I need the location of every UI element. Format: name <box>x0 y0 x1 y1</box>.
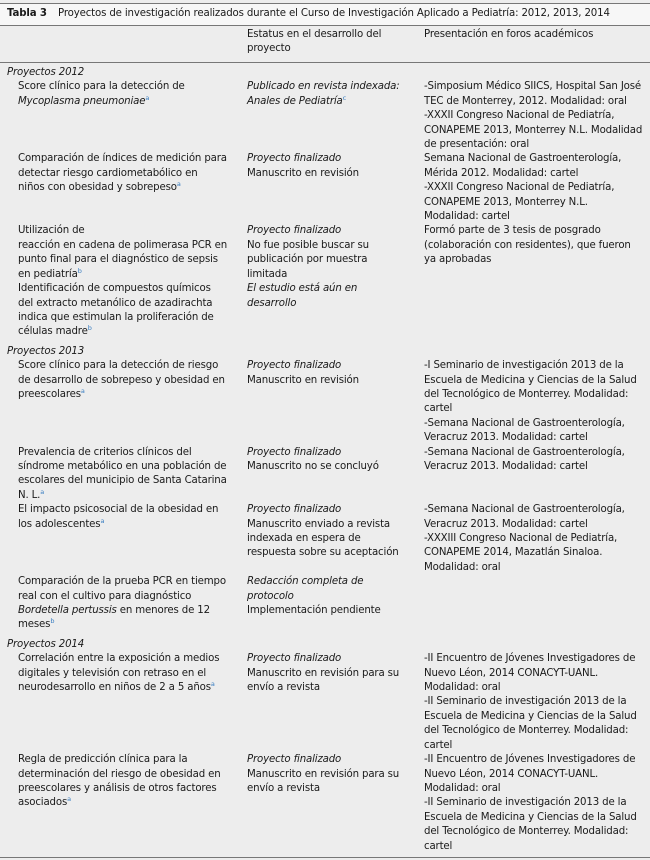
cell-line <box>424 374 650 388</box>
text-segment: Semana Nacional de Gastroenterología, <box>424 153 622 165</box>
cell-line <box>424 239 650 253</box>
text-segment: Nuevo Léon, 2014 CONACYT-UANL. <box>424 768 599 780</box>
text-segment: TEC de Monterrey, 2012. Modalidad: oral <box>424 95 627 107</box>
text-segment: Score clínico para la detección de <box>18 81 185 93</box>
cell-line <box>424 388 650 402</box>
italic-segment: Mycoplasma pneumoniae <box>18 95 146 107</box>
text-segment: preescolares <box>18 388 81 400</box>
text-segment: digitales y televisión con retraso en el <box>18 667 207 679</box>
italic-segment: Proyecto finalizado <box>247 446 342 458</box>
cell-line <box>424 710 650 724</box>
forums-cell <box>424 575 650 633</box>
cell-line <box>18 575 247 589</box>
cell-line <box>18 224 247 238</box>
text-segment: Veracruz 2013. Modalidad: cartel <box>424 518 588 530</box>
section-label: Proyectos 2012 <box>7 67 85 78</box>
cell-line <box>18 518 247 532</box>
cell-line <box>18 618 247 632</box>
italic-segment: Proyecto finalizado <box>247 153 342 165</box>
cell-line <box>424 417 650 431</box>
cell-line <box>247 460 424 474</box>
footnote-marker: a <box>176 180 181 189</box>
italic-segment: Publicado en revista indexada: <box>247 81 400 93</box>
forums-cell <box>424 152 650 224</box>
forums-cell <box>424 753 650 854</box>
italic-segment: Proyecto finalizado <box>247 653 342 665</box>
project-cell <box>0 152 247 224</box>
cell-line <box>18 753 247 767</box>
cell-line <box>247 253 424 267</box>
text-segment: Modalidad: cartel <box>424 211 510 223</box>
cell-line <box>424 768 650 782</box>
text-segment: CONAPEME 2013, Monterrey N.L. <box>424 196 588 208</box>
text-segment: -II Encuentro de Jóvenes Investigadores de <box>424 754 636 766</box>
cell-line <box>18 503 247 517</box>
cell-line <box>424 196 650 210</box>
header-status <box>247 28 381 57</box>
cell-line <box>424 518 650 532</box>
text-segment: síndrome metabólico en una población de <box>18 460 227 472</box>
text-segment: publicación por muestra <box>247 254 368 266</box>
cell-line <box>18 782 247 796</box>
cell-line <box>424 503 650 517</box>
text-segment: Manuscrito en revisión para su <box>247 768 400 780</box>
italic-segment: Anales de Pediatría <box>247 95 343 107</box>
text-segment: -II Seminario de investigación 2013 de la <box>424 797 627 809</box>
text-segment: los adolescentes <box>18 518 101 530</box>
text-segment: Correlación entre la exposición a medios <box>18 653 220 665</box>
cell-line <box>424 124 650 138</box>
cell-line <box>424 253 650 267</box>
status-cell <box>247 282 424 340</box>
text-segment: Comparación de índices de medición para <box>18 153 227 165</box>
footnote-marker: a <box>40 487 45 496</box>
text-segment: Escuela de Medicina y Ciencias de la Salud <box>424 811 637 823</box>
cell-line <box>18 446 247 460</box>
text-segment: indexada en espera de <box>247 533 361 544</box>
cell-line <box>247 667 424 681</box>
cell-line <box>18 282 247 296</box>
cell-line <box>424 695 650 709</box>
text-segment: real con el cultivo para diagnóstico <box>18 590 192 602</box>
text-segment: Manuscrito no se concluyó <box>247 460 379 472</box>
cell-line <box>424 825 650 839</box>
text-segment: Mérida 2012. Modalidad: cartel <box>424 167 579 179</box>
cell-line <box>18 80 247 94</box>
text-segment: en menores de 12 <box>116 605 210 617</box>
cell-line <box>18 796 247 810</box>
text-segment: Modalidad: oral <box>424 561 501 573</box>
cell-line <box>424 402 650 416</box>
cell-line <box>424 532 650 546</box>
cell-line <box>18 604 247 618</box>
status-cell <box>247 503 424 575</box>
footnote-marker: a <box>210 680 215 689</box>
status-cell <box>247 80 424 152</box>
project-cell <box>0 503 247 575</box>
italic-segment: Bordetella pertussis <box>18 605 117 617</box>
cell-line <box>247 239 424 253</box>
table-row <box>0 152 650 224</box>
forums-cell <box>424 446 650 504</box>
status-cell <box>247 359 424 445</box>
text-segment: Escuela de Medicina y Ciencias de la Salud <box>424 374 637 386</box>
cell-line <box>18 374 247 388</box>
cell-line <box>247 167 424 181</box>
cell-line <box>18 95 247 109</box>
table-label: Tabla 3 <box>7 8 47 19</box>
text-segment: El impacto psicosocial de la obesidad en <box>18 504 219 516</box>
text-segment: cartel <box>424 403 453 415</box>
cell-line <box>247 374 424 388</box>
text-segment: escolares del municipio de Santa Catarina <box>18 475 227 487</box>
cell-line <box>18 460 247 474</box>
project-cell <box>0 359 247 445</box>
text-segment: punto final para el diagnóstico de sepsis <box>18 254 218 266</box>
project-cell <box>0 753 247 854</box>
status-cell <box>247 152 424 224</box>
text-segment: -XXXII Congreso Nacional de Pediatría, <box>424 182 615 194</box>
table-caption <box>0 3 650 26</box>
cell-line <box>18 152 247 166</box>
text-segment: Score clínico para la detección de riesgo <box>18 360 219 372</box>
cell-line <box>18 268 247 282</box>
text-segment: -I Seminario de investigación 2013 de la <box>424 360 624 372</box>
cell-line <box>247 681 424 695</box>
cell-line <box>247 282 424 296</box>
forums-cell <box>424 282 650 340</box>
cell-line <box>424 782 650 796</box>
text-segment: de desarrollo de sobrepeso y obesidad en <box>18 374 225 386</box>
cell-line <box>247 80 424 94</box>
cell-line <box>18 311 247 325</box>
text-segment: -II Seminario de investigación 2013 de la <box>424 696 627 708</box>
text-segment: reacción en cadena de polimerasa PCR en <box>18 239 228 251</box>
text-segment: del extracto metanólico de azadirachta <box>18 297 213 309</box>
cell-line <box>424 138 650 152</box>
text-segment: Utilización de <box>18 225 85 237</box>
cell-line <box>247 224 424 238</box>
text-segment: de presentación: oral <box>424 139 530 151</box>
project-cell <box>0 652 247 753</box>
italic-segment: Redacción completa de <box>247 576 364 588</box>
italic-segment: Proyecto finalizado <box>247 504 342 516</box>
cell-line <box>247 782 424 796</box>
text-segment: Implementación pendiente <box>247 605 381 617</box>
table-bottom-rule <box>0 857 650 858</box>
cell-line <box>424 224 650 238</box>
cell-line <box>18 239 247 253</box>
italic-segment: Proyecto finalizado <box>247 225 342 237</box>
footnote-marker: c <box>342 93 347 102</box>
cell-line <box>424 652 650 666</box>
footnote-marker: a <box>100 516 105 525</box>
table-row <box>0 503 650 575</box>
cell-line <box>247 503 424 517</box>
italic-segment: desarrollo <box>247 297 297 309</box>
cell-line <box>247 604 424 618</box>
forums-cell <box>424 224 650 282</box>
table-title: Proyectos de investigación realizados durante el Curso de Investigación Aplicado a Pediatría: 2012, 2013, 2014 <box>58 8 610 19</box>
cell-line <box>18 388 247 402</box>
forums-cell <box>424 80 650 152</box>
table-row <box>0 224 650 282</box>
section-proyectos-2013 <box>0 340 650 633</box>
status-cell <box>247 753 424 854</box>
table-row <box>0 80 650 152</box>
text-segment: Modalidad: oral <box>424 682 501 694</box>
text-segment: No fue posible buscar su <box>247 239 369 251</box>
cell-line <box>247 652 424 666</box>
section-proyectos-2012 <box>0 64 650 340</box>
project-cell <box>0 282 247 340</box>
cell-line <box>18 167 247 181</box>
text-segment: -Semana Nacional de Gastroenterología, <box>424 446 625 458</box>
cell-line <box>18 590 247 604</box>
header-status-line: Estatus en el desarrollo del <box>247 29 382 40</box>
cell-line <box>424 359 650 373</box>
cell-line <box>247 532 424 546</box>
cell-line <box>18 489 247 503</box>
header-forums-line: Presentación en foros académicos <box>424 29 594 40</box>
forums-cell <box>424 652 650 753</box>
text-segment: limitada <box>247 268 288 280</box>
cell-line <box>424 753 650 767</box>
text-segment: Prevalencia de criterios clínicos del <box>18 446 192 458</box>
cell-line <box>18 474 247 488</box>
text-segment: del Tecnológico de Monterrey. Modalidad: <box>424 388 629 400</box>
cell-line <box>18 359 247 373</box>
text-segment: CONAPEME 2013, Monterrey N.L. Modalidad <box>424 124 643 136</box>
header-forums <box>424 28 593 42</box>
cell-line <box>424 210 650 224</box>
status-cell <box>247 224 424 282</box>
forums-cell <box>424 359 650 445</box>
project-cell <box>0 80 247 152</box>
text-segment: meses <box>18 619 51 631</box>
italic-segment: Proyecto finalizado <box>247 360 342 372</box>
table-row <box>0 446 650 504</box>
table-row <box>0 575 650 633</box>
text-segment: CONAPEME 2014, Mazatlán Sinaloa. <box>424 547 603 559</box>
cell-line <box>247 518 424 532</box>
cell-line <box>424 667 650 681</box>
text-segment: Escuela de Medicina y Ciencias de la Salud <box>424 710 637 722</box>
text-segment: Regla de predicción clínica para la <box>18 754 188 766</box>
cell-line <box>247 575 424 589</box>
cell-line <box>424 167 650 181</box>
italic-segment: protocolo <box>247 590 294 602</box>
footnote-marker: b <box>87 324 92 333</box>
project-cell <box>0 446 247 504</box>
cell-line <box>424 181 650 195</box>
italic-segment: El estudio está aún en <box>247 283 358 295</box>
cell-line <box>424 431 650 445</box>
cell-line <box>247 268 424 282</box>
text-segment: -XXXII Congreso Nacional de Pediatría, <box>424 110 615 122</box>
table-row <box>0 753 650 854</box>
header-status-line: proyecto <box>247 43 291 55</box>
footnote-marker: a <box>80 386 85 395</box>
text-segment: Comparación de la prueba PCR en tiempo <box>18 576 226 588</box>
cell-line <box>247 152 424 166</box>
text-segment: (colaboración con residentes), que fueron <box>424 239 631 251</box>
text-segment: cartel <box>424 840 453 852</box>
cell-line <box>424 460 650 474</box>
cell-line <box>247 446 424 460</box>
table-row <box>0 359 650 445</box>
table-header <box>0 25 650 63</box>
cell-line <box>247 546 424 560</box>
cell-line <box>424 724 650 738</box>
cell-line <box>247 753 424 767</box>
footnote-marker: a <box>67 795 71 804</box>
cell-line <box>18 253 247 267</box>
text-segment: detectar riesgo cardiometabólico en <box>18 167 198 179</box>
text-segment: Veracruz 2013. Modalidad: cartel <box>424 432 588 444</box>
cell-line <box>424 446 650 460</box>
cell-line <box>424 739 650 753</box>
section-label: Proyectos 2014 <box>7 638 85 650</box>
footnote-marker: b <box>50 617 55 626</box>
text-segment: -Semana Nacional de Gastroenterología, <box>424 417 625 429</box>
status-cell <box>247 575 424 633</box>
text-segment: -Simposium Médico SIICS, Hospital San José <box>424 81 642 93</box>
text-segment: neurodesarrollo en niños de 2 a 5 años <box>18 682 211 694</box>
text-segment: preescolares y análisis de otros factores <box>18 782 217 794</box>
text-segment: células madre <box>18 326 88 338</box>
cell-line <box>18 181 247 195</box>
cell-line <box>424 546 650 560</box>
table-body <box>0 64 650 854</box>
cell-line <box>18 681 247 695</box>
text-segment: respuesta sobre su aceptación <box>247 547 399 559</box>
text-segment: asociados <box>18 797 68 809</box>
status-cell <box>247 652 424 753</box>
cell-line <box>18 667 247 681</box>
cell-line <box>18 297 247 311</box>
text-segment: Manuscrito en revisión para su <box>247 667 400 679</box>
text-segment: Modalidad: oral <box>424 782 501 794</box>
text-segment: en pediatría <box>18 268 78 280</box>
text-segment: niños con obesidad y sobrepeso <box>18 182 177 194</box>
project-cell <box>0 224 247 282</box>
cell-line <box>18 325 247 339</box>
text-segment: envío a revista <box>247 782 320 794</box>
italic-segment: Proyecto finalizado <box>247 754 342 766</box>
section-proyectos-2014 <box>0 633 650 854</box>
project-cell <box>0 575 247 633</box>
cell-line <box>247 590 424 604</box>
cell-line <box>247 95 424 109</box>
text-segment: -II Encuentro de Jóvenes Investigadores de <box>424 653 636 665</box>
section-label: Proyectos 2013 <box>7 345 85 357</box>
text-segment: ya aprobadas <box>424 254 492 266</box>
text-segment: Manuscrito enviado a revista <box>247 518 391 530</box>
cell-line <box>247 359 424 373</box>
text-segment: Manuscrito en revisión <box>247 374 359 386</box>
text-segment: indica que estimulan la proliferación de <box>18 311 214 323</box>
cell-line <box>424 840 650 854</box>
text-segment: Nuevo Léon, 2014 CONACYT-UANL. <box>424 667 599 679</box>
text-segment: del Tecnológico de Monterrey. Modalidad: <box>424 826 629 838</box>
cell-line <box>424 152 650 166</box>
cell-line <box>424 796 650 810</box>
footnote-marker: b <box>77 266 82 275</box>
table-row <box>0 282 650 340</box>
text-segment: Formó parte de 3 tesis de posgrado <box>424 225 601 237</box>
cell-line <box>18 768 247 782</box>
text-segment: -XXXIII Congreso Nacional de Pediatría, <box>424 533 618 544</box>
text-segment: del Tecnológico de Monterrey. Modalidad: <box>424 725 629 737</box>
text-segment: Identificación de compuestos químicos <box>18 283 211 295</box>
forums-cell <box>424 503 650 575</box>
cell-line <box>424 811 650 825</box>
text-segment: -Semana Nacional de Gastroenterología, <box>424 504 625 516</box>
text-segment: envío a revista <box>247 682 320 694</box>
cell-line <box>18 652 247 666</box>
cell-line <box>424 561 650 575</box>
text-segment: cartel <box>424 739 453 751</box>
cell-line <box>424 95 650 109</box>
text-segment: Manuscrito en revisión <box>247 167 359 179</box>
text-segment: N. L. <box>18 489 41 501</box>
text-segment: determinación del riesgo de obesidad en <box>18 768 221 780</box>
status-cell <box>247 446 424 504</box>
cell-line <box>247 768 424 782</box>
text-segment: Veracruz 2013. Modalidad: cartel <box>424 460 588 472</box>
cell-line <box>424 109 650 123</box>
cell-line <box>424 681 650 695</box>
cell-line <box>247 297 424 311</box>
table-row <box>0 652 650 753</box>
cell-line <box>424 80 650 94</box>
footnote-marker: a <box>145 93 150 102</box>
